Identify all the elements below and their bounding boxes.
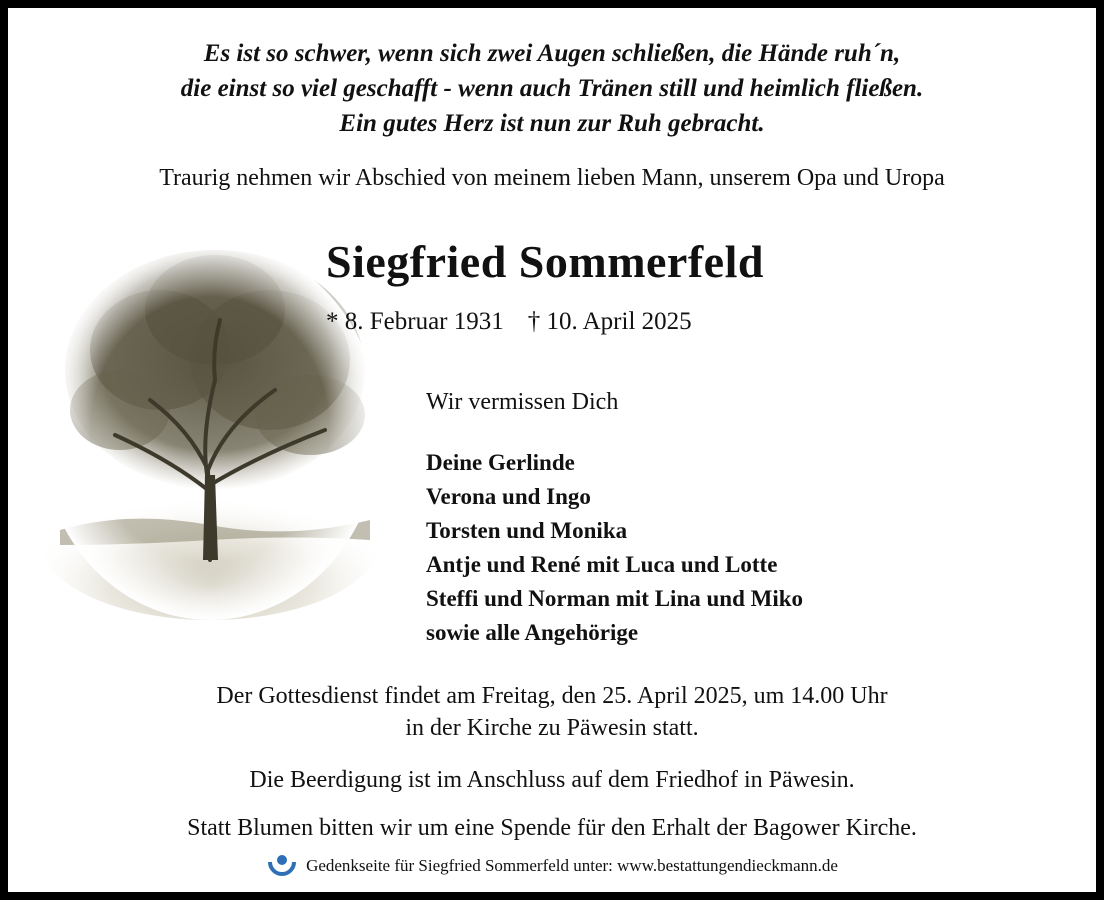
mourners-list [426, 446, 803, 650]
memorial-page-link[interactable]: Gedenkseite für Siegfried Sommerfeld unter: www.bestattungendieckmann.de [306, 856, 838, 875]
memorial-logo-icon [266, 850, 298, 882]
memorial-verse [8, 36, 1096, 141]
deceased-name: Siegfried Sommerfeld [326, 236, 764, 287]
service-info [8, 680, 1096, 744]
farewell-intro: Traurig nehmen wir Abschied von meinem lieben Mann, unserem Opa und Uropa [159, 165, 945, 191]
mourner-item: Torsten und Monika [426, 518, 628, 543]
verse-line-3: Ein gutes Herz ist nun zur Ruh gebracht. [339, 110, 765, 137]
donation-request: Statt Blumen bitten wir um eine Spende für den Erhalt der Bagower Kirche. [187, 815, 917, 841]
burial-info: Die Beerdigung ist im Anschluss auf dem Friedhof in Päwesin. [249, 767, 855, 793]
service-line-1: Der Gottesdienst findet am Freitag, den 25. April 2025, um 14.00 Uhr [216, 683, 888, 709]
tree-image [40, 240, 380, 620]
mourner-item: Steffi und Norman mit Lina und Miko [426, 586, 804, 611]
mourner-item: Verona und Ingo [426, 484, 591, 509]
mourner-item: Deine Gerlinde [426, 450, 575, 475]
missing-you-text: Wir vermissen Dich [426, 389, 619, 415]
life-dates [326, 306, 692, 338]
verse-line-1: Es ist so schwer, wenn sich zwei Augen schließen, die Hände ruh´n, [203, 40, 901, 67]
mourner-item: Antje und René mit Luca und Lotte [426, 552, 778, 577]
memorial-page-footer [8, 850, 1096, 882]
verse-line-2: die einst so viel geschafft - wenn auch Tränen still und heimlich fließen. [180, 75, 924, 102]
service-line-2: in der Kirche zu Päwesin statt. [405, 715, 699, 741]
mourner-item: sowie alle Angehörige [426, 620, 639, 645]
death-date: † 10. April 2025 [527, 308, 692, 335]
birth-date: * 8. Februar 1931 [326, 308, 504, 335]
